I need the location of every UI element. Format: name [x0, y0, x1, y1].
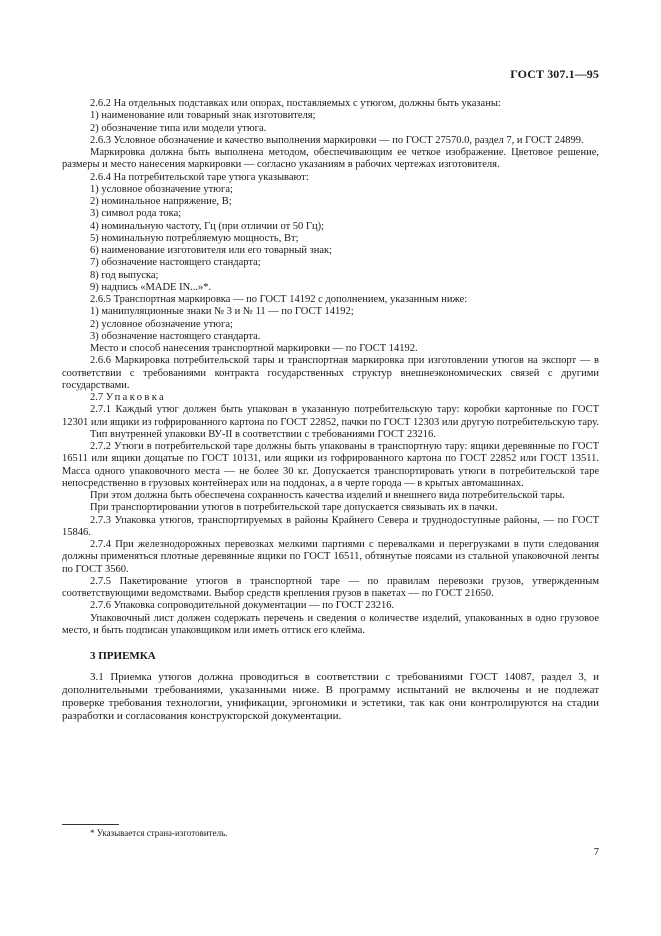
paragraph: 3.1 Приемка утюгов должна проводиться в соответствии с требованиями ГОСТ 14087, раздел 3, и дополнительными требованиями, указанными ниже. В программу испытаний не включены и не подлежат проверке требования технологии, унификации, эргономики и эстетики, так как они контролируются на стадии разработки и согласования конструкторской документации.	[62, 671, 599, 723]
list-item: 7) обозначение настоящего стандарта;	[90, 257, 261, 269]
list-item: 8) год выпуска;	[90, 269, 159, 281]
list-item: 9) надпись «MADE IN...»*.	[90, 281, 212, 293]
subsection-heading	[62, 392, 599, 404]
paragraph: 2.7.5 Пакетирование утюгов в транспортной таре — по правилам перевозки грузов, утвержденным соответствующими ведомствами. Выбор средств крепления грузов в пакетах — по ГОСТ 21650.	[62, 575, 599, 599]
paragraph: При транспортировании утюгов в потребительской таре допускается связывать их в пачки.	[90, 502, 498, 514]
footnote: * Указывается страна-изготовитель.	[90, 828, 228, 838]
section-heading: 3 ПРИЕМКА	[90, 650, 156, 662]
list-item: 2) номинальное напряжение, В;	[90, 196, 232, 207]
list-item: 5) номинальную потребляемую мощность, Вт;	[90, 232, 299, 244]
paragraph: 2.6.6 Маркировка потребительской тары и транспортная маркировка при изготовлении утюгов на экспорт — в соответствии с требованиями контракта государственных структур внешнеэкономических связей с другими государствами.	[62, 355, 599, 391]
paragraph: 2.7.3 Упаковка утюгов, транспортируемых в районы Крайнего Севера и труднодоступные районы, — по ГОСТ 15846.	[62, 514, 599, 538]
footnote-divider	[62, 824, 119, 825]
list-item: 1) условное обозначение утюга;	[90, 183, 233, 195]
paragraph: Упаковочный лист должен содержать перечень и сведения о количестве изделий, упакованных в одно грузовое место, и быть подписан упаковщиком или иметь оттиск его клейма.	[62, 612, 599, 636]
paragraph: 2.7.6 Упаковка сопроводительной документации — по ГОСТ 23216.	[90, 600, 395, 612]
paragraph: 2.7.1 Каждый утюг должен быть упакован в указанную потребительскую тару: коробки картонные по ГОСТ 12301 или ящики из гофрированного картона по ГОСТ 22852, пачки по ГОСТ 12303 или другую потребительскую тару.	[62, 404, 599, 428]
page-number: 7	[593, 847, 599, 858]
list-item: 3) обозначение настоящего стандарта.	[90, 330, 261, 342]
paragraph: Тип внутренней упаковки ВУ-II в соответствии с требованиями ГОСТ 23216.	[90, 428, 436, 440]
page-header: ГОСТ 307.1—95	[510, 67, 599, 81]
paragraph: 2.7.4 При железнодорожных перевозках мелкими партиями с перевалками и перегрузками в пути следования должны применяться плотные деревянные ящики по ГОСТ 16511, обтянутые поясами из стальной упаковочной ленты по ГОСТ 3560.	[62, 539, 599, 575]
subsection-number: 2.7	[90, 392, 106, 403]
list-item: 1) наименование или товарный знак изготовителя;	[90, 110, 316, 122]
list-item: 6) наименование изготовителя или его товарный знак;	[90, 245, 333, 256]
list-item: 4) номинальную частоту, Гц (при отличии от 50 Гц);	[90, 220, 325, 232]
paragraph: 2.6.5 Транспортная маркировка — по ГОСТ 14192 с дополнением, указанным ниже:	[90, 294, 468, 305]
paragraph: 2.7.2 Утюги в потребительской таре должны быть упакованы в транспортную тару: ящики деревянные по ГОСТ 16511 или ящики дощатые по ГОСТ 10131, или ящики из гофрированного картона по ГОСТ 22852 или ГОСТ 13511. Масса одного упаковочного места — не более 30 кг. Допускается транспортировать утюги в потребительской таре непосредственно в грузовых контейнерах или на поддонах, а в черте города — в крытых автомашинах.	[62, 441, 599, 489]
list-item: 2) обозначение типа или модели утюга.	[90, 122, 267, 134]
subsection-title: Упаковка	[105, 392, 167, 403]
list-item: 2) условное обозначение утюга;	[90, 318, 233, 330]
paragraph: Место и способ нанесения транспортной маркировки — по ГОСТ 14192.	[90, 343, 418, 354]
list-item: 1) манипуляционные знаки № 3 и № 11 — по ГОСТ 14192;	[90, 306, 354, 318]
paragraph: 2.6.2 На отдельных подставках или опорах, поставляемых с утюгом, должны быть указаны:	[90, 98, 501, 109]
paragraph: При этом должна быть обеспечена сохранность качества изделий и внешнего вида потребительской тары.	[90, 490, 565, 501]
document-body	[62, 98, 599, 723]
paragraph: Маркировка должна быть выполнена методом, обеспечивающим ее четкое изображение. Цветовое решение, размеры и место нанесения маркировки — согласно указаниям в рабочих чертежах изготовителя.	[62, 147, 599, 171]
list-item: 3) символ рода тока;	[90, 208, 182, 220]
paragraph: 2.6.3 Условное обозначение и качество выполнения маркировки — по ГОСТ 27570.0, раздел 7, и ГОСТ 24899.	[90, 134, 584, 146]
paragraph: 2.6.4 На потребительской таре утюга указывают:	[90, 171, 309, 183]
